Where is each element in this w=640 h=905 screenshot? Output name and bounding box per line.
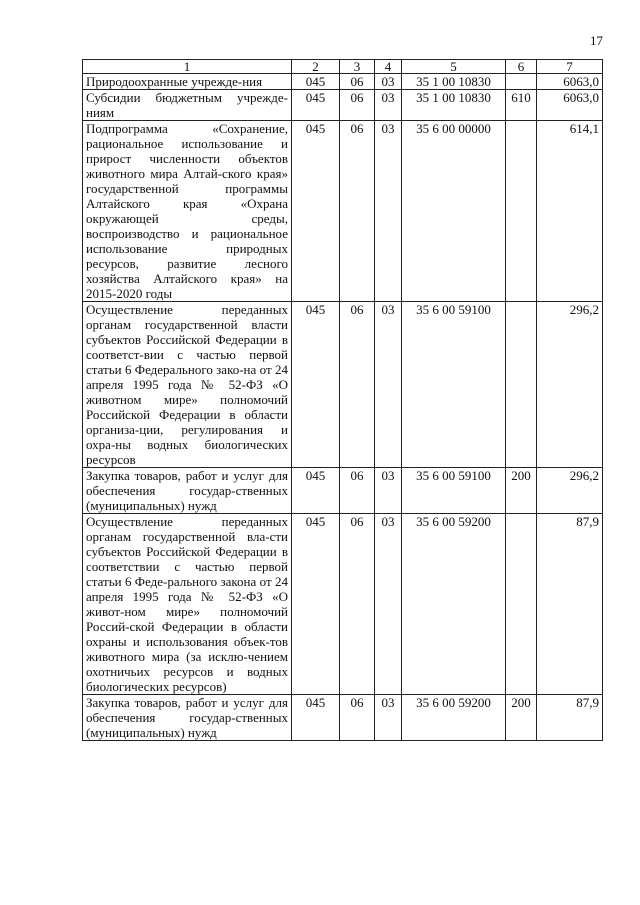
row-subsection: 03 (375, 514, 402, 695)
row-subsection: 03 (375, 695, 402, 741)
row-name: Подпрограмма «Сохранение, рациональное использование и прирост численности объектов животного мира Алтай-ского края» государственной программы Алтайского края «Охрана окружающей среды, воспроизводство и рациональное использование природных ресурсов, развитие лесного хозяйства Алтайского края» на 2015-2020 годы (83, 121, 292, 302)
budget-table (82, 59, 603, 741)
column-header-4: 4 (375, 60, 402, 74)
header-row (83, 60, 603, 74)
row-expense-type: 610 (506, 90, 537, 121)
column-header-6: 6 (506, 60, 537, 74)
column-header-5: 5 (402, 60, 506, 74)
column-header-7: 7 (537, 60, 603, 74)
row-ministry-code: 045 (292, 90, 340, 121)
row-target-article: 35 6 00 59100 (402, 302, 506, 468)
table-row (83, 468, 603, 514)
row-ministry-code: 045 (292, 695, 340, 741)
row-name: Закупка товаров, работ и услуг для обеспечения государ-ственных (муниципальных) нужд (83, 468, 292, 514)
row-amount: 296,2 (537, 302, 603, 468)
row-subsection: 03 (375, 90, 402, 121)
row-expense-type (506, 121, 537, 302)
row-subsection: 03 (375, 468, 402, 514)
row-subsection: 03 (375, 121, 402, 302)
row-expense-type (506, 514, 537, 695)
row-amount: 87,9 (537, 695, 603, 741)
row-section: 06 (340, 90, 375, 121)
row-target-article: 35 1 00 10830 (402, 74, 506, 90)
row-expense-type: 200 (506, 695, 537, 741)
table-row (83, 514, 603, 695)
row-name: Осуществление переданных органам государственной вла-сти субъектов Российской Федерации в соответствии с частью первой статьи 6 Феде-рального закона от 24 апреля 1995 года № 52-ФЗ «О живот-ном мире» полномочий Россий-ской Федерации в области охраны и использования объек-тов животного мира (за исклю-чением охотничьих ресурсов и водных биологических ресурсов) (83, 514, 292, 695)
table-row (83, 90, 603, 121)
table-row (83, 695, 603, 741)
row-target-article: 35 1 00 10830 (402, 90, 506, 121)
row-name: Природоохранные учрежде-ния (83, 74, 292, 90)
row-amount: 614,1 (537, 121, 603, 302)
row-amount: 296,2 (537, 468, 603, 514)
row-ministry-code: 045 (292, 468, 340, 514)
table-row (83, 121, 603, 302)
row-section: 06 (340, 695, 375, 741)
row-section: 06 (340, 468, 375, 514)
column-header-1: 1 (83, 60, 292, 74)
row-target-article: 35 6 00 59200 (402, 695, 506, 741)
row-amount: 87,9 (537, 514, 603, 695)
row-expense-type: 200 (506, 468, 537, 514)
row-target-article: 35 6 00 59100 (402, 468, 506, 514)
row-ministry-code: 045 (292, 121, 340, 302)
row-name: Осуществление переданных органам государственной власти субъектов Российской Федерации в соответст-вии с частью первой статьи 6 Федерального зако-на от 24 апреля 1995 года № 52-ФЗ «О животном мире» полномочий Российской Федерации в области организа-ции, регулирования и охра-ны водных биологических ресурсов (83, 302, 292, 468)
row-expense-type (506, 74, 537, 90)
row-subsection: 03 (375, 74, 402, 90)
table-row (83, 74, 603, 90)
row-expense-type (506, 302, 537, 468)
row-subsection: 03 (375, 302, 402, 468)
table-row (83, 302, 603, 468)
row-name: Закупка товаров, работ и услуг для обеспечения государ-ственных (муниципальных) нужд (83, 695, 292, 741)
page-number: 17 (590, 33, 603, 48)
row-target-article: 35 6 00 59200 (402, 514, 506, 695)
row-amount: 6063,0 (537, 90, 603, 121)
row-section: 06 (340, 74, 375, 90)
row-amount: 6063,0 (537, 74, 603, 90)
row-section: 06 (340, 121, 375, 302)
row-section: 06 (340, 514, 375, 695)
column-header-3: 3 (340, 60, 375, 74)
column-header-2: 2 (292, 60, 340, 74)
row-ministry-code: 045 (292, 302, 340, 468)
row-name: Субсидии бюджетным учрежде-ниям (83, 90, 292, 121)
row-ministry-code: 045 (292, 514, 340, 695)
row-section: 06 (340, 302, 375, 468)
row-target-article: 35 6 00 00000 (402, 121, 506, 302)
row-ministry-code: 045 (292, 74, 340, 90)
